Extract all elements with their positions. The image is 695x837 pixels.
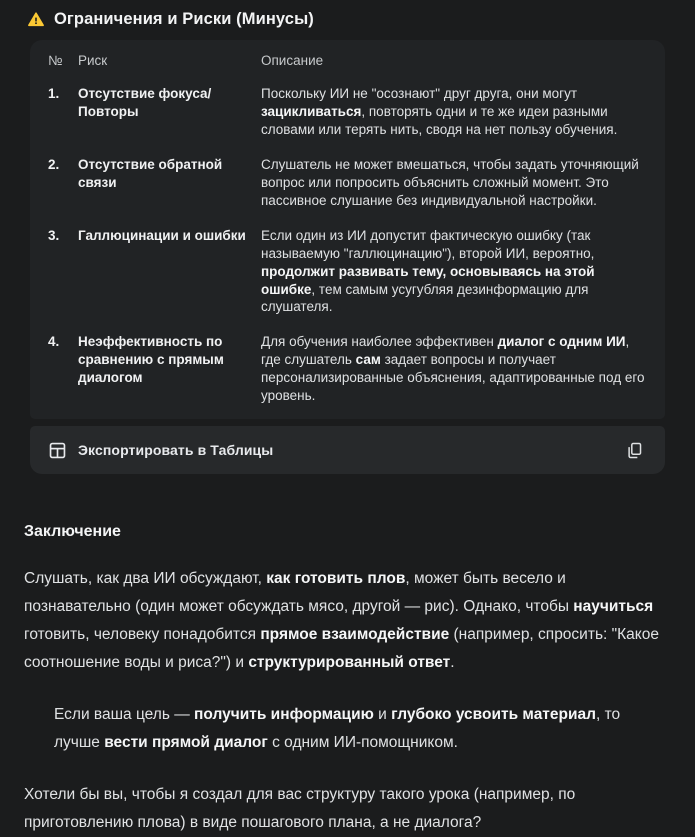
table-row xyxy=(48,227,647,317)
row-number: 1. xyxy=(48,85,60,101)
table-actions-bar xyxy=(30,426,665,474)
conclusion-paragraph: Слушать, как два ИИ обсуждают, как готовить плов, может быть весело и познавательно (один может обсуждать мясо, другой — рис). Однако, чтобы научиться готовить, человеку понадобится прямое взаимодействие (например, спросить: "Какое соотношение воды и риса?") и структурированный ответ. xyxy=(24,570,659,672)
table-row xyxy=(48,156,647,210)
row-number: 3. xyxy=(48,227,60,243)
conclusion-blockquote: Если ваша цель — получить информацию и глубоко усвоить материал, то лучше вести прямой диалог с одним ИИ-помощником. xyxy=(54,706,621,752)
copy-table-button[interactable] xyxy=(617,433,651,467)
risk-description: Слушатель не может вмешаться, чтобы задать уточняющий вопрос или попросить объяснить сложный момент. Это пассивное слушание без индивидуальной настройки. xyxy=(261,156,639,208)
risk-description: Поскольку ИИ не "осознают" друг друга, они могут зацикливаться, повторять одни и те же идеи разными словами или терять нить, сводя на нет пользу обучения. xyxy=(261,85,618,137)
column-header-risk: Риск xyxy=(78,53,108,68)
risk-name: Отсутствие фокуса/ Повторы xyxy=(78,85,212,119)
risk-name: Отсутствие обратной связи xyxy=(78,156,223,190)
column-header-num: № xyxy=(48,53,63,68)
table-grid-icon xyxy=(48,441,67,460)
section-title xyxy=(24,10,671,29)
table-row xyxy=(48,333,647,405)
row-number: 2. xyxy=(48,156,60,172)
column-header-desc: Описание xyxy=(261,53,324,68)
risk-description: Если один из ИИ допустит фактическую ошибку (так называемую "галлюцинацию"), второй ИИ, вероятно, продолжит развивать тему, основываясь на этой ошибке, тем самым усугубляя дезинформацию для слушателя. xyxy=(261,227,595,315)
section-title-text: Ограничения и Риски (Минусы) xyxy=(54,10,314,28)
copy-icon xyxy=(625,441,644,460)
risk-description: Для обучения наиболее эффективен диалог с одним ИИ, где слушатель сам задает вопросы и получает персонализированные объяснения, адаптированные под его уровень. xyxy=(261,334,645,404)
table-header-row xyxy=(48,52,647,70)
warning-icon xyxy=(27,11,45,28)
export-to-sheets-button[interactable] xyxy=(44,435,277,466)
export-to-sheets-label: Экспортировать в Таблицы xyxy=(78,442,274,459)
risk-name: Неэффективность по сравнению с прямым диалогом xyxy=(78,334,224,386)
risks-table-card xyxy=(30,40,665,419)
follow-up-question: Хотели бы вы, чтобы я создал для вас структуру такого урока (например, по приготовлению плова) в виде пошагового плана, а не диалога? xyxy=(24,786,576,832)
row-number: 4. xyxy=(48,334,60,350)
table-row xyxy=(48,85,647,139)
risk-name: Галлюцинации и ошибки xyxy=(78,227,246,243)
conclusion-heading: Заключение xyxy=(24,523,121,541)
